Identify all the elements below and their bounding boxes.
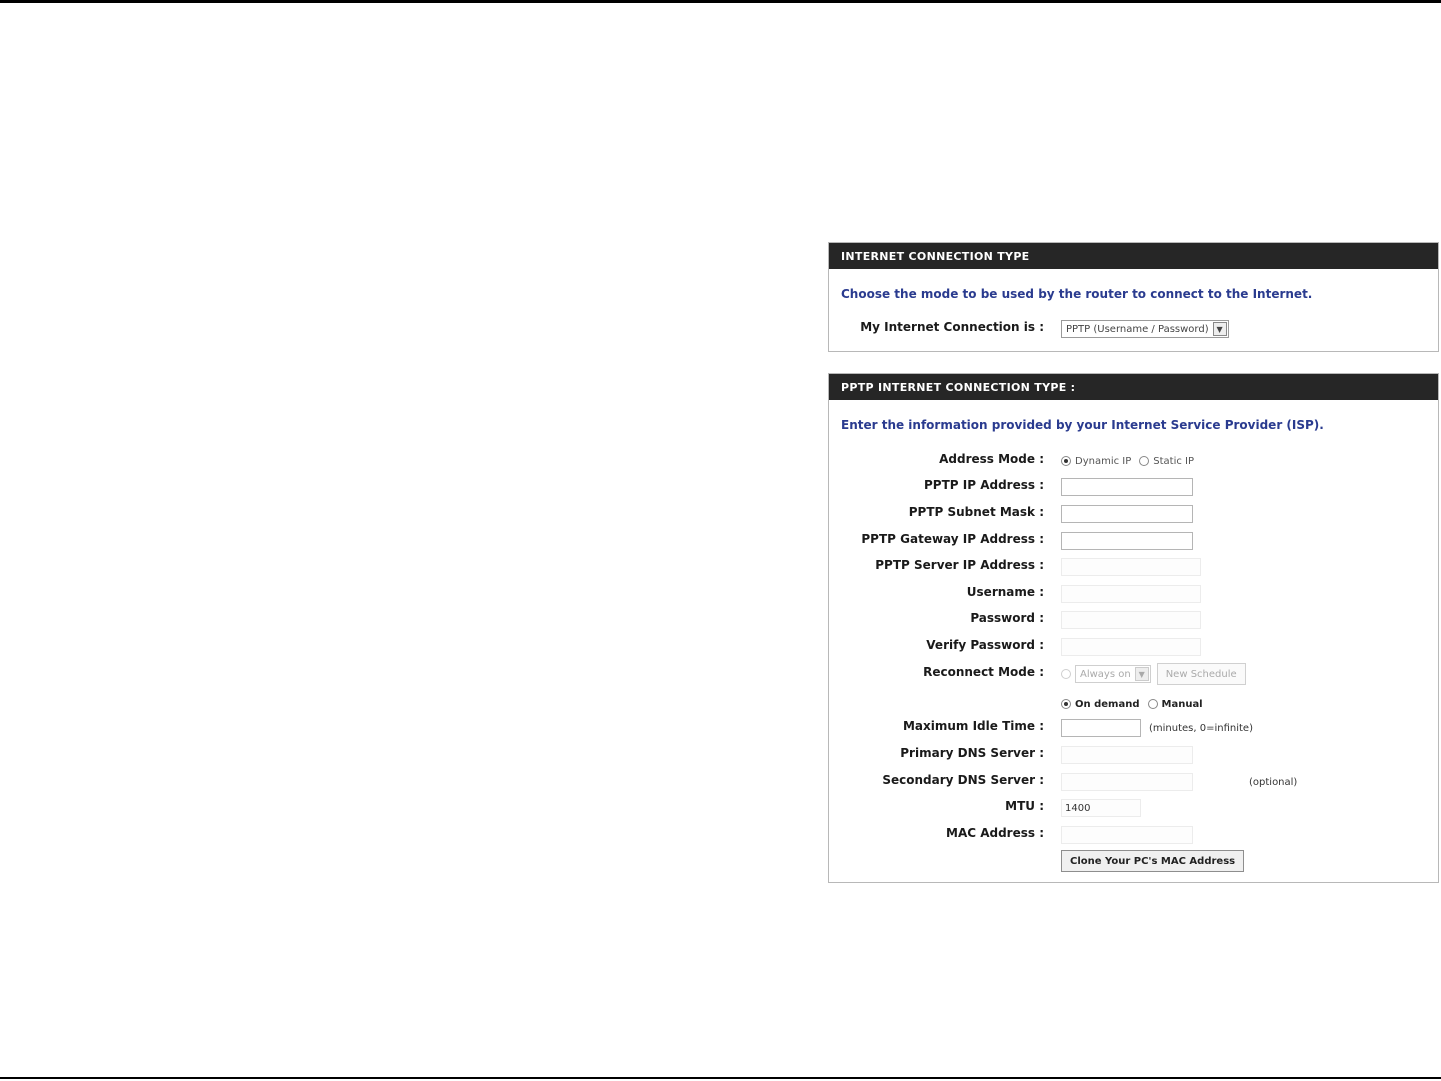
internet-connection-type-panel — [828, 242, 1439, 352]
manual-radio[interactable] — [1148, 699, 1158, 709]
bottom-rule — [0, 1077, 1441, 1079]
verify-password-row — [829, 636, 1440, 658]
secondary-dns-note: (optional) — [1249, 776, 1298, 788]
password-control — [1061, 609, 1201, 631]
on-demand-radio[interactable] — [1061, 699, 1071, 709]
pptp-ip-row — [829, 476, 1440, 498]
secondary-dns-input[interactable] — [1061, 773, 1193, 791]
pptp-server-control — [1061, 556, 1201, 578]
pptp-gateway-row — [829, 530, 1440, 552]
connection-type-row — [829, 318, 1440, 340]
schedule-select-value: Always on — [1080, 668, 1131, 680]
dynamic-ip-radio[interactable] — [1061, 456, 1071, 466]
on-demand-label: On demand — [1075, 698, 1140, 710]
username-row — [829, 583, 1440, 605]
panel-intro: Choose the mode to be used by the router to connect to the Internet. — [841, 287, 1313, 301]
pptp-ip-control — [1061, 476, 1193, 498]
max-idle-row — [829, 717, 1440, 739]
primary-dns-row — [829, 744, 1440, 766]
mac-address-label: MAC Address : — [946, 826, 1044, 840]
pptp-ip-input[interactable] — [1061, 478, 1193, 496]
clone-mac-control — [1061, 850, 1244, 872]
mtu-label: MTU : — [1005, 799, 1044, 813]
password-label: Password : — [970, 611, 1044, 625]
connection-type-label: My Internet Connection is : — [860, 320, 1044, 334]
dynamic-ip-label: Dynamic IP — [1075, 455, 1132, 467]
pptp-subnet-label: PPTP Subnet Mask : — [908, 505, 1044, 519]
schedule-select[interactable] — [1075, 665, 1151, 683]
clone-mac-button[interactable]: Clone Your PC's MAC Address — [1061, 850, 1244, 872]
chevron-down-icon: ▼ — [1213, 322, 1227, 336]
username-input[interactable] — [1061, 585, 1201, 603]
primary-dns-control — [1061, 744, 1193, 766]
clone-mac-row — [829, 850, 1440, 872]
max-idle-label: Maximum Idle Time : — [902, 719, 1044, 733]
verify-password-control — [1061, 636, 1201, 658]
pptp-subnet-control — [1061, 503, 1193, 525]
reconnect-options-control — [1061, 693, 1211, 715]
username-label: Username : — [966, 585, 1044, 599]
secondary-dns-row — [829, 771, 1440, 793]
connection-type-value: PPTP (Username / Password) — [1066, 323, 1209, 335]
static-ip-label: Static IP — [1153, 455, 1195, 467]
connection-type-control — [1061, 318, 1229, 340]
pptp-gateway-input[interactable] — [1061, 532, 1193, 550]
mac-address-row — [829, 824, 1440, 846]
top-rule — [0, 0, 1441, 3]
chevron-down-icon: ▼ — [1135, 667, 1149, 681]
pptp-subnet-row — [829, 503, 1440, 525]
pptp-server-label: PPTP Server IP Address : — [875, 558, 1044, 572]
password-row — [829, 609, 1440, 631]
password-input[interactable] — [1061, 611, 1201, 629]
address-mode-control — [1061, 450, 1202, 472]
mtu-row — [829, 797, 1440, 819]
address-mode-label: Address Mode : — [939, 452, 1044, 466]
verify-password-label: Verify Password : — [926, 638, 1044, 652]
secondary-dns-control — [1061, 771, 1297, 793]
max-idle-control — [1061, 717, 1253, 739]
static-ip-radio[interactable] — [1139, 456, 1149, 466]
primary-dns-label: Primary DNS Server : — [900, 746, 1044, 760]
secondary-dns-label: Secondary DNS Server : — [882, 773, 1044, 787]
pptp-gateway-control — [1061, 530, 1193, 552]
panel-header: PPTP INTERNET CONNECTION TYPE : — [829, 374, 1438, 400]
reconnect-options-row — [829, 693, 1440, 715]
max-idle-note: (minutes, 0=infinite) — [1149, 722, 1253, 734]
pptp-server-row — [829, 556, 1440, 578]
address-mode-row — [829, 450, 1440, 472]
pptp-server-input[interactable] — [1061, 558, 1201, 576]
verify-password-input[interactable] — [1061, 638, 1201, 656]
pptp-subnet-input[interactable] — [1061, 505, 1193, 523]
reconnect-mode-row — [829, 663, 1440, 685]
manual-label: Manual — [1161, 698, 1203, 710]
username-control — [1061, 583, 1201, 605]
always-on-radio[interactable] — [1061, 669, 1071, 679]
mtu-control — [1061, 797, 1141, 819]
new-schedule-button[interactable]: New Schedule — [1157, 663, 1246, 685]
pptp-connection-panel — [828, 373, 1439, 883]
primary-dns-input[interactable] — [1061, 746, 1193, 764]
panel-header: INTERNET CONNECTION TYPE — [829, 243, 1438, 269]
mtu-input[interactable] — [1061, 799, 1141, 817]
reconnect-mode-control — [1061, 663, 1246, 685]
mac-address-control — [1061, 824, 1193, 846]
pptp-gateway-label: PPTP Gateway IP Address : — [861, 532, 1044, 546]
mac-address-input[interactable] — [1061, 826, 1193, 844]
reconnect-mode-label: Reconnect Mode : — [923, 665, 1044, 679]
pptp-ip-label: PPTP IP Address : — [924, 478, 1044, 492]
connection-type-select[interactable] — [1061, 320, 1229, 338]
max-idle-input[interactable] — [1061, 719, 1141, 737]
panel-intro: Enter the information provided by your Internet Service Provider (ISP). — [841, 418, 1324, 432]
